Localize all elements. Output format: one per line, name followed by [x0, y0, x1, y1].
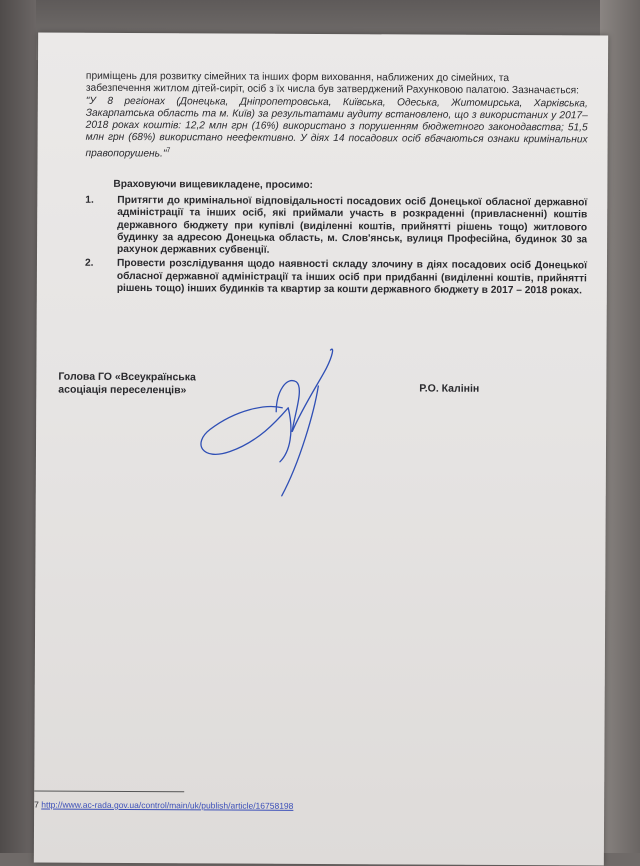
list-item-number: 1.: [85, 194, 94, 206]
request-list: [85, 195, 588, 300]
footnote-link[interactable]: http://www.ac-rada.gov.ua/control/main/uk/publish/article/16758198: [41, 799, 294, 811]
footnote-mark: 7: [34, 799, 39, 810]
paragraph-line-2: забезпечення житлом дітей-сиріт, осіб з їх числа був затверджений Рахунковою палатою. Зазначається:: [85, 83, 580, 97]
list-item-text: Притягти до кримінальної відповідальності посадових осіб Донецької обласної державної адміністрації та інших осіб, які приймали участь в розкраденні (привласненні) коштів державного бюджету при купівлі (виділенні коштів, прийнятті рішень тощо) житлового будинку за адресою Донецька область, м. Слов'янськ, вулиця Професійна, будинок 30 за рахунок державних субвенції.: [117, 194, 588, 256]
footnote-ref: 7: [166, 146, 171, 154]
paragraph-line-1: приміщень для розвитку сімейних та інших форм виховання, наближених до сімейних, та: [85, 70, 510, 84]
handwritten-signature: [196, 311, 347, 497]
list-item-text: Провести розслідування щодо наявності складу злочину в діях посадових осіб Донецької обласної державної адміністрації та інших осіб при придбанні (виділенні коштів, прийнятті рішень тощо) інших будинків та квартир за кошти державного бюджету в 2017 – 2018 роках.: [116, 258, 587, 297]
audit-quote: "У 8 регіонах (Донецька, Дніпропетровська, Київська, Одеська, Житомирська, Харківська, Закарпатська область та м. Київ) за результатами аудиту встановлено, що з використаних у 2017–2018 роках коштів: 12,2 млн грн (16%) використано з порушенням бюджетного законодавства; 51,5 млн грн (68%) використано неефективно. У діях 14 посадових осіб вбачаються ознаки кримінальних правопорушень.": [85, 95, 588, 160]
position-line-2: асоціація переселенців»: [58, 383, 187, 397]
list-item: [85, 195, 587, 259]
signatory-name: Р.О. Калінін: [419, 382, 480, 395]
request-intro: Враховуючи вищевикладене, просимо:: [113, 178, 313, 191]
continued-paragraph: [86, 71, 588, 163]
document-page: [34, 33, 608, 866]
footnote: [34, 799, 434, 813]
background-left: [0, 0, 36, 853]
list-item: [85, 258, 587, 298]
footnote-divider: [34, 791, 184, 793]
list-item-number: 2.: [84, 258, 94, 270]
position-line-1: Голова ГО «Всеукраїнська: [58, 370, 196, 384]
